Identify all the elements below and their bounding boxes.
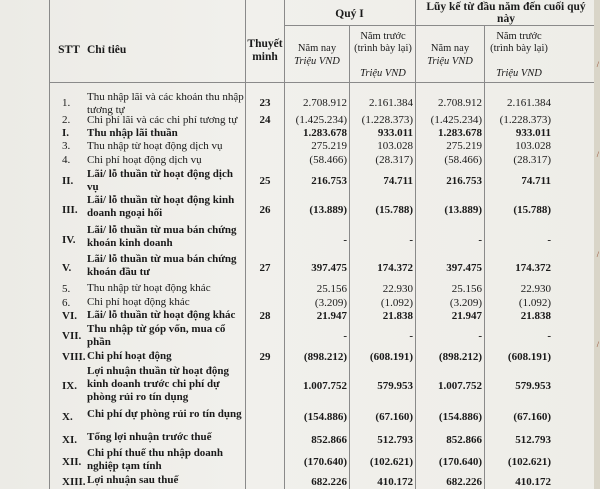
row-value-v4: 579.953 (515, 380, 551, 392)
row-stt: IV. (62, 234, 76, 246)
row-chi-tieu: Thu nhập từ hoạt động khác (87, 282, 211, 294)
row-value-v3: (13.889) (444, 204, 482, 216)
header-unit-2: Triệu VND (360, 68, 406, 79)
row-value-v1: (1.425.234) (295, 114, 347, 126)
row-value-v3: 397.475 (446, 262, 482, 274)
row-stt: XII. (62, 456, 82, 468)
row-value-v4: - (547, 234, 551, 246)
row-value-v1: 682.226 (311, 476, 347, 488)
row-stt: V. (62, 262, 72, 274)
row-thuyet-minh: 26 (259, 204, 271, 216)
row-thuyet-minh: 24 (259, 114, 271, 126)
header-unit-4: Triệu VND (496, 68, 542, 79)
row-value-v4: (1.092) (518, 297, 551, 309)
row-value-v4: 21.838 (520, 310, 551, 322)
row-value-v3: 21.947 (451, 310, 482, 322)
row-value-v2: (28.317) (375, 154, 413, 166)
row-value-v3: - (478, 234, 482, 246)
row-value-v4: 103.028 (515, 140, 551, 152)
row-chi-tieu: Chi phí lãi và các chi phí tương tự (87, 114, 238, 126)
row-value-v1: 21.947 (316, 310, 347, 322)
row-value-v4: 2.161.384 (507, 97, 551, 109)
row-stt: 2. (62, 114, 71, 126)
row-chi-tieu: Chi phí hoạt động dịch vụ (87, 154, 202, 166)
row-value-v1: (170.640) (303, 456, 347, 468)
col-divider (245, 0, 246, 489)
row-chi-tieu: Lãi/ lỗ thuần từ hoạt động dịch vụ (87, 168, 233, 193)
page-edge: / / / / (594, 0, 600, 489)
row-value-v2: 410.172 (377, 476, 413, 488)
row-thuyet-minh: 28 (259, 310, 271, 322)
row-chi-tieu: Thu nhập từ hoạt động dịch vụ (87, 140, 223, 152)
row-value-v2: - (409, 234, 413, 246)
row-value-v1: - (343, 234, 347, 246)
row-value-v4: (1.228.373) (499, 114, 551, 126)
row-value-v2: (15.788) (375, 204, 413, 216)
row-value-v4: (608.191) (507, 351, 551, 363)
row-value-v2: 103.028 (377, 140, 413, 152)
row-thuyet-minh: 25 (259, 175, 271, 187)
row-value-v4: 933.011 (515, 127, 551, 139)
header-luy-ke: Lũy kế từ đầu năm đến cuối quý này (426, 1, 586, 25)
row-stt: VIII. (62, 351, 86, 363)
header-thuyet-minh: Thuyết minh (247, 38, 283, 63)
row-value-v2: 579.953 (377, 380, 413, 392)
row-stt: VII. (62, 330, 82, 342)
header-nam-nay-lk: Năm nay (430, 43, 470, 54)
row-value-v4: 22.930 (520, 283, 551, 295)
row-value-v2: 933.011 (377, 127, 413, 139)
header-nam-truoc-lk: Năm trước (trình bày lại) (490, 31, 548, 54)
row-value-v2: 512.793 (377, 434, 413, 446)
row-value-v3: 216.753 (446, 175, 482, 187)
row-stt: IX. (62, 380, 77, 392)
row-chi-tieu: Lãi/ lỗ thuần từ mua bán chứng khoán kinh doanh (87, 224, 237, 249)
header-unit-1: Triệu VND (294, 56, 340, 67)
row-value-v1: 216.753 (311, 175, 347, 187)
row-chi-tieu: Thu nhập lãi và các khoản thu nhập tương tự (87, 91, 244, 116)
row-stt: 5. (62, 283, 71, 295)
row-value-v1: 1.283.678 (303, 127, 347, 139)
row-value-v2: 74.711 (383, 175, 413, 187)
row-chi-tieu: Chi phí hoạt động (87, 350, 172, 362)
row-stt: 3. (62, 140, 71, 152)
row-stt: II. (62, 175, 74, 187)
header-nam-nay-q: Năm nay (297, 43, 337, 54)
row-thuyet-minh: 27 (259, 262, 271, 274)
header-unit-3: Triệu VND (427, 56, 473, 67)
row-value-v2: (1.092) (380, 297, 413, 309)
row-value-v3: (898.212) (438, 351, 482, 363)
row-value-v3: (154.886) (438, 411, 482, 423)
row-value-v4: (28.317) (513, 154, 551, 166)
row-value-v1: 1.007.752 (303, 380, 347, 392)
row-value-v4: (67.160) (513, 411, 551, 423)
row-value-v1: 275.219 (311, 140, 347, 152)
row-chi-tieu: Lãi/ lỗ thuần từ hoạt động khác (87, 309, 236, 321)
row-value-v3: 2.708.912 (438, 97, 482, 109)
row-thuyet-minh: 29 (259, 351, 271, 363)
row-stt: XIII. (62, 476, 86, 488)
row-stt: I. (62, 127, 70, 139)
row-value-v2: 174.372 (377, 262, 413, 274)
row-chi-tieu: Thu nhập lãi thuần (87, 127, 178, 139)
row-value-v1: 2.708.912 (303, 97, 347, 109)
row-stt: X. (62, 411, 73, 423)
row-value-v1: (898.212) (303, 351, 347, 363)
row-value-v2: (67.160) (375, 411, 413, 423)
row-value-v4: 512.793 (515, 434, 551, 446)
row-value-v1: 25.156 (316, 283, 347, 295)
row-value-v4: 174.372 (515, 262, 551, 274)
row-stt: 1. (62, 97, 71, 109)
row-stt: 6. (62, 297, 71, 309)
row-value-v3: (58.466) (444, 154, 482, 166)
header-chi-tieu: Chỉ tiêu (87, 44, 127, 56)
row-value-v3: (170.640) (438, 456, 482, 468)
row-value-v3: 275.219 (446, 140, 482, 152)
row-chi-tieu: Lãi/ lỗ thuần từ mua bán chứng khoán đầu tư (87, 253, 237, 278)
header-nam-truoc-q: Năm trước (trình bày lại) (354, 31, 412, 54)
row-value-v2: (608.191) (369, 351, 413, 363)
row-value-v3: 25.156 (451, 283, 482, 295)
row-value-v3: 1.283.678 (438, 127, 482, 139)
row-value-v3: 1.007.752 (438, 380, 482, 392)
header-stt: STT (58, 44, 80, 56)
row-stt: VI. (62, 310, 77, 322)
row-value-v3: - (478, 330, 482, 342)
row-thuyet-minh: 23 (259, 97, 271, 109)
header-quy: Quý I (335, 8, 364, 20)
row-stt: 4. (62, 154, 71, 166)
row-value-v1: 397.475 (311, 262, 347, 274)
row-chi-tieu: Thu nhập từ góp vốn, mua cổ phần (87, 323, 226, 348)
row-value-v4: (15.788) (513, 204, 551, 216)
header-divider (284, 25, 596, 26)
row-value-v1: (154.886) (303, 411, 347, 423)
row-chi-tieu: Lợi nhuận sau thuế (87, 474, 179, 486)
row-value-v2: 21.838 (382, 310, 413, 322)
row-chi-tieu: Tổng lợi nhuận trước thuế (87, 431, 212, 443)
row-stt: III. (62, 204, 78, 216)
row-chi-tieu: Lợi nhuận thuần từ hoạt động kinh doanh trước chi phí dự phòng rủi ro tín dụng (87, 365, 230, 403)
row-stt: XI. (62, 434, 77, 446)
row-value-v1: - (343, 330, 347, 342)
row-value-v4: 410.172 (515, 476, 551, 488)
row-value-v2: (1.228.373) (361, 114, 413, 126)
row-value-v3: 682.226 (446, 476, 482, 488)
row-value-v4: 74.711 (521, 175, 551, 187)
row-value-v1: (3.209) (314, 297, 347, 309)
row-value-v1: (13.889) (309, 204, 347, 216)
row-value-v1: 852.866 (311, 434, 347, 446)
row-value-v2: 22.930 (382, 283, 413, 295)
header-divider (49, 82, 596, 83)
row-value-v2: (102.621) (369, 456, 413, 468)
row-value-v3: (1.425.234) (430, 114, 482, 126)
row-value-v3: (3.209) (449, 297, 482, 309)
row-chi-tieu: Chi phí thuế thu nhập doanh nghiệp tạm tính (87, 447, 224, 472)
row-value-v2: 2.161.384 (369, 97, 413, 109)
row-value-v4: (102.621) (507, 456, 551, 468)
row-chi-tieu: Chi phí hoạt động khác (87, 296, 190, 308)
row-value-v3: 852.866 (446, 434, 482, 446)
row-value-v2: - (409, 330, 413, 342)
row-value-v1: (58.466) (309, 154, 347, 166)
row-chi-tieu: Chi phí dự phòng rủi ro tín dụng (87, 408, 242, 420)
row-chi-tieu: Lãi/ lỗ thuần từ hoạt động kinh doanh ngoại hối (87, 194, 235, 219)
row-value-v4: - (547, 330, 551, 342)
